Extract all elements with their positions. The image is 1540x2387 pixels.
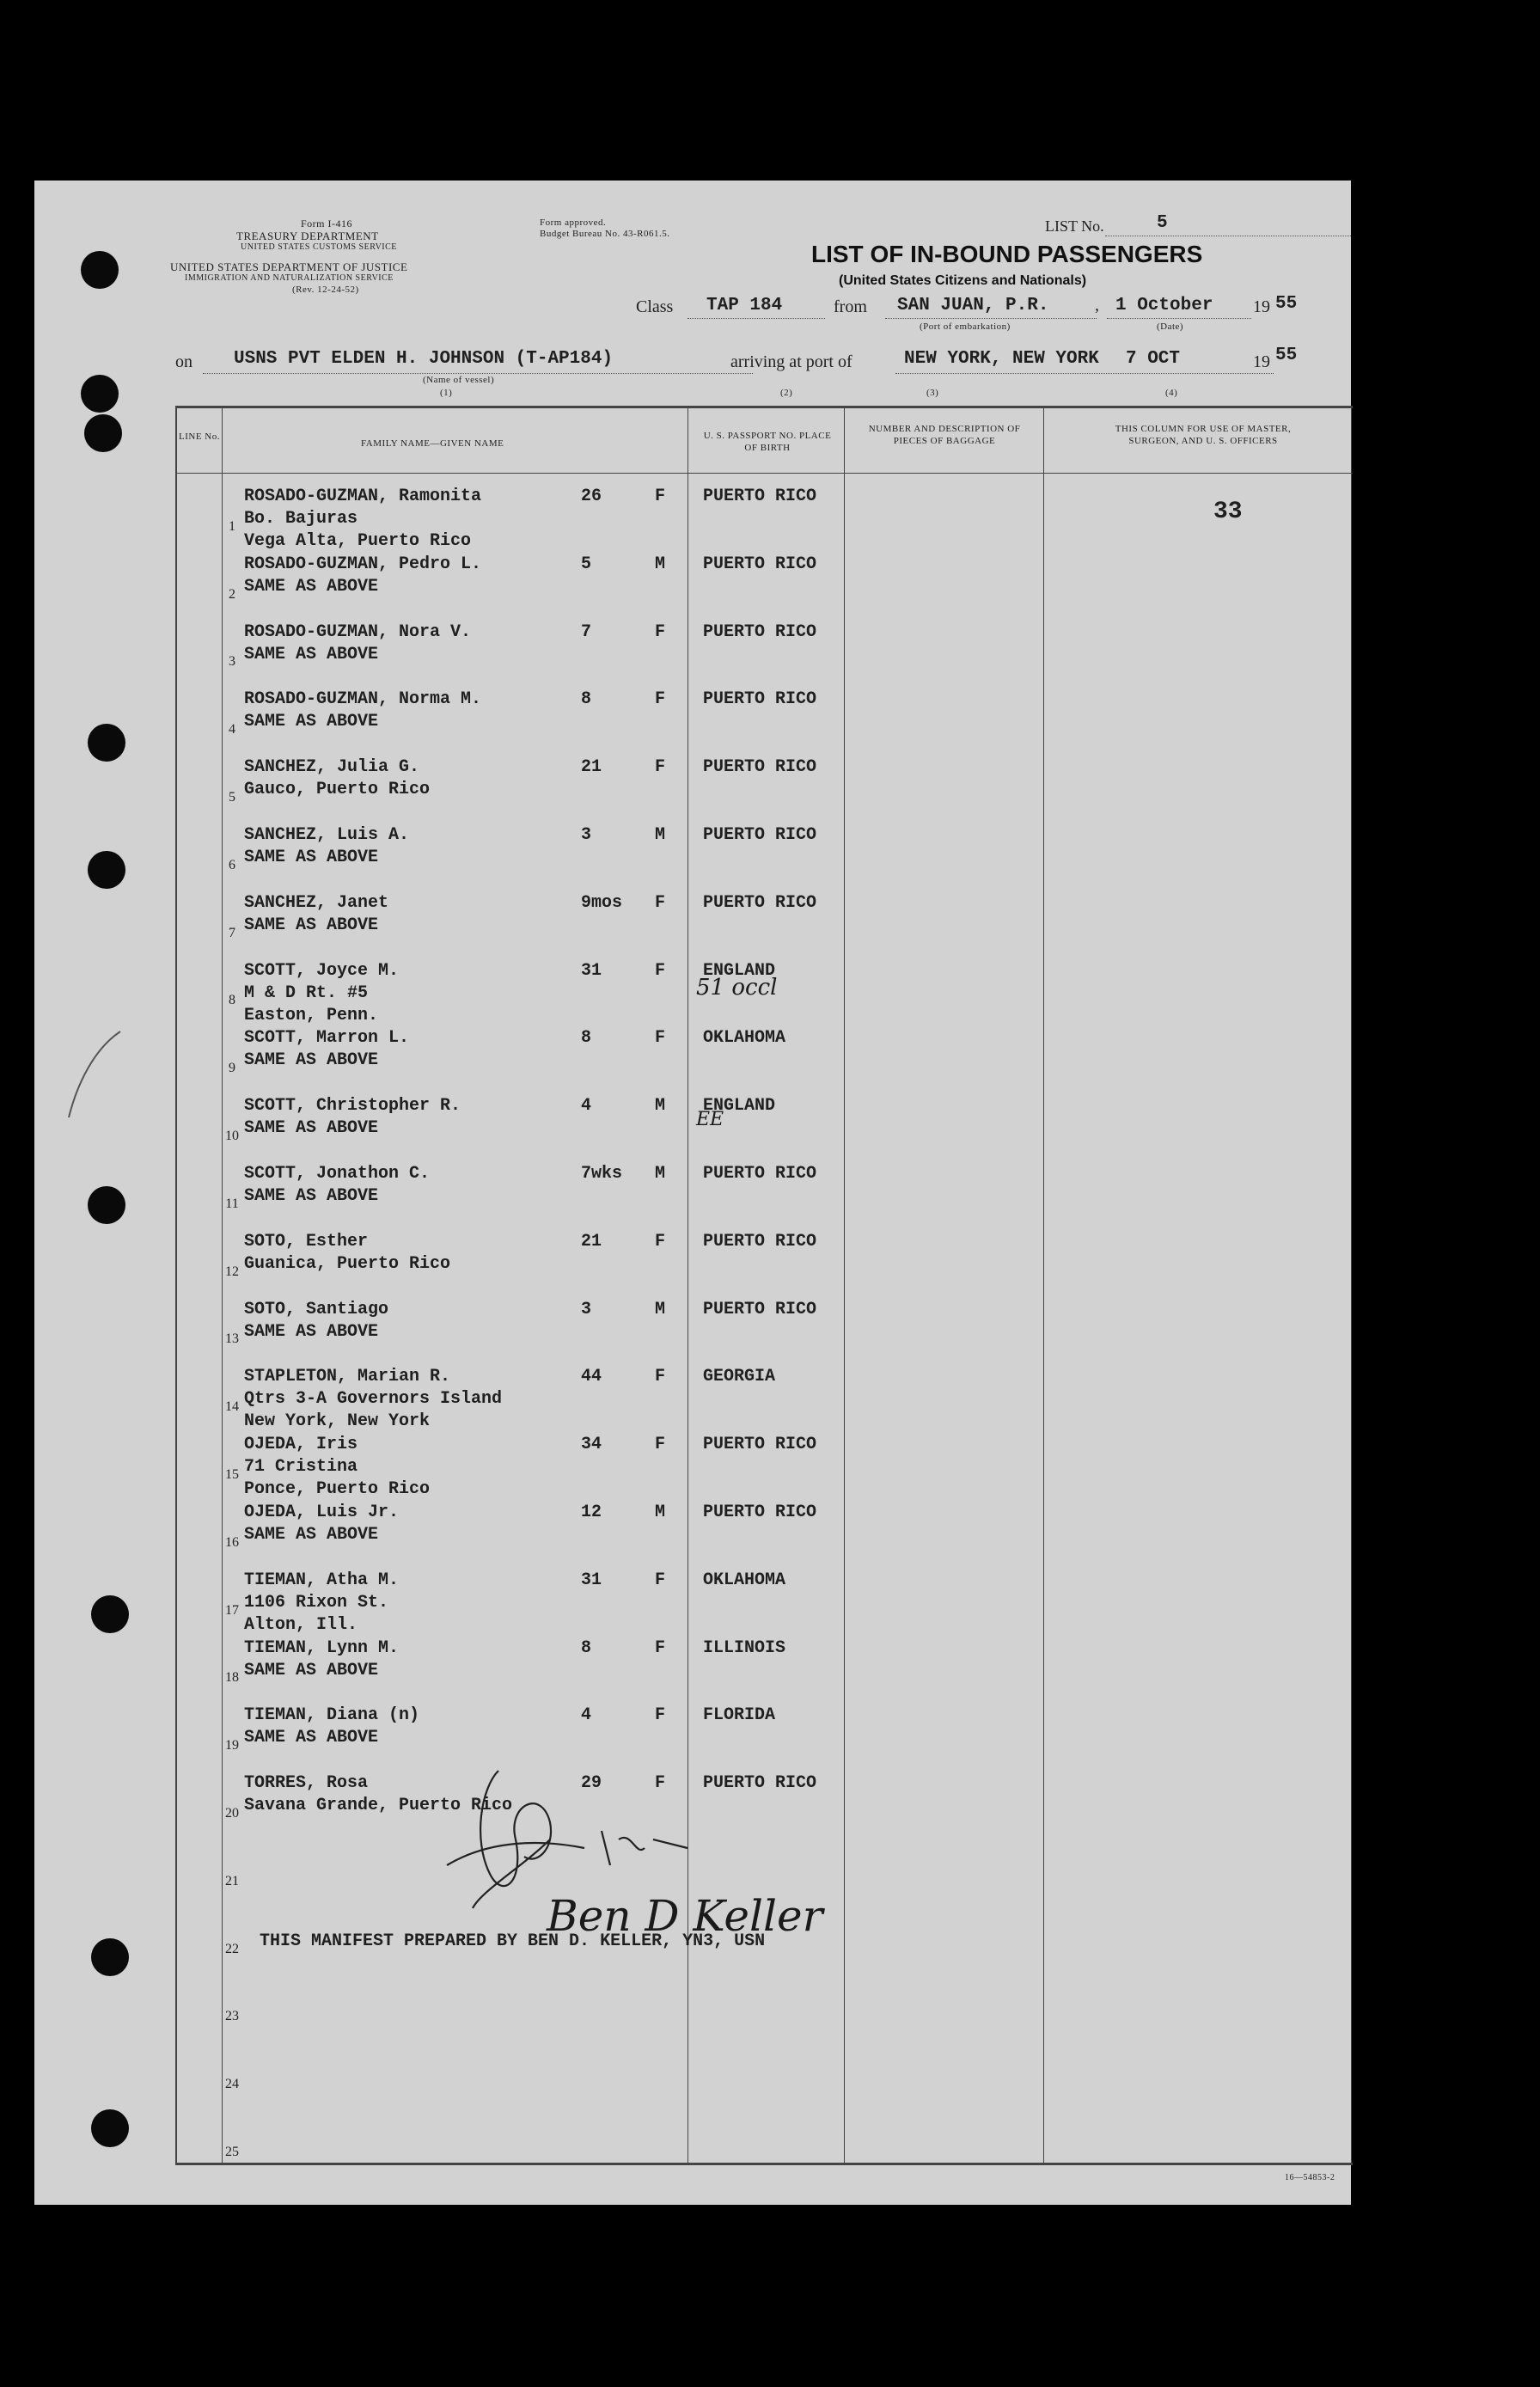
class-value: TAP 184 (706, 296, 783, 315)
passenger-age: 5 (581, 554, 592, 574)
passenger-name: TIEMAN, Atha M. (244, 1570, 400, 1590)
form-approved: Form approved. (540, 217, 607, 228)
line-number: 3 (229, 654, 235, 670)
place-of-birth: PUERTO RICO (703, 621, 817, 642)
handwritten-initials: EE (696, 1109, 724, 1130)
passenger-age: 21 (581, 757, 602, 778)
place-of-birth: PUERTO RICO (703, 892, 817, 913)
signature: Ben D Keller (547, 1891, 823, 1941)
line-number: 20 (225, 1806, 239, 1821)
line-number: 25 (225, 2145, 239, 2159)
line-number: 2 (229, 586, 235, 602)
passenger-age: 21 (581, 1231, 602, 1252)
passenger-address-line: SAME AS ABOVE (244, 1186, 379, 1206)
passenger-address-line: New York, New York (244, 1411, 431, 1432)
treasury-dept: TREASURY DEPARTMENT (236, 230, 379, 242)
line-number: 4 (229, 722, 235, 738)
list-no-label: LIST No. (1045, 217, 1104, 235)
customs-service: UNITED STATES CUSTOMS SERVICE (241, 242, 397, 252)
from-value: SAN JUAN, P.R. (897, 296, 1049, 315)
form-number: Form I-416 (301, 217, 352, 230)
line-number: 17 (225, 1602, 239, 1618)
manifest-sheet: Form I-416 TREASURY DEPARTMENT UNITED STATES CUSTOMS SERVICE UNITED STATES DEPARTMENT OF JUSTICE IMMIGRATION AND NATURALIZATION SERVICE (Rev. 12-24-52) Form approved. Budget Bureau No. 43-R061.5. LIST No. 5 LIST OF IN-BOUND PASSENGERS (United States Citizens and Nationals) Class TAP 184 from SAN JUAN, P.R. , 1 October 19 55 (Port of embarkation) (Date) on USNS PVT ELDEN H. JOHNSON (T-AP184) arriving at port of NEW YORK, NEW YORK 7 OCT 19 55 (Name of vessel) (1) (2) (3) (4) LINE No. FAMILY NAME—GIVEN NAME U. S. PASSPORT NO. PLACE OF BIRTH NUMBER AND DESCRIPTION OF PIECES OF BAGGAGE THIS COLUMN FOR USE OF MASTER, SURGEON, AND U. S. OFFICERS 1 2 3 4 5 6 7 8 9 10 11 12 13 14 15 16 17 18 19 20 21 22 23 24 25 ROSADO-GUZMAN, Ramonita Bo. Bajuras Vega Alta, Puerto Rico 26 F PUERTO RICO ROSADO-GUZMAN, Pedro L. SAME AS ABOVE 5 M PUERTO RICO ROSADO-GUZMAN, Nora V. SAME AS ABOVE 7 F PUERTO RICO ROSADO-GUZMAN, Norma M. SAME AS ABOVE 8 F PUERTO RICO SANCHEZ, Julia G. Gauco, Puerto Rico 21 F PUERTO RICO SANCHEZ, Luis A. SAME AS ABOVE 3 M PUERTO RICO SANCHEZ, Janet SAME AS ABOVE 9mos F PUERTO RICO SCOTT, Joyce M. M & D Rt. #5 Easton, Penn. 31 F ENGLAND SCOTT, Marron L. SAME AS ABOVE 8 F OKLAHOMA SCOTT, Christopher R. SAME AS ABOVE 4 M ENGLAND SCOTT, Jonathon C. SAME AS ABOVE 7wks M PUERTO RICO SOTO, Esther Guanica, Puerto Rico 21 F PUERTO RICO SOTO, Santiago SAME AS ABOVE 3 M PUERTO RICO STAPLETON, Marian R. Qtrs 3-A Governors Island New York, New York 44 F GEORGIA OJEDA, Iris 71 Cristina Ponce, Puerto Rico 34 F PUERTO RICO OJEDA, Luis Jr. SAME AS ABOVE 12 M PUERTO RICO TIEMAN, Atha M. 1106 Rixon St. Alton, Ill. 31 F OKLAHOMA TIEMAN, Lynn M. SAME AS ABOVE 8 F ILLINOIS TIEMAN, Diana (n) SAME AS ABOVE 4 F FLORIDA TORRES, Rosa Savana Grande, Puerto Rico 29 F PUERTO RICO 33 51 occl EE THIS MANIFEST PREPARED BY BEN D. KELLER, YN3, USN Ben D Keller 16—54853-2 (34, 181, 1351, 2205)
passenger-sex: F (655, 1435, 666, 1455)
caption-4: (4) (1165, 388, 1178, 398)
passenger-sex: F (655, 621, 666, 642)
passenger-age: 8 (581, 1028, 592, 1049)
passenger-name: SANCHEZ, Janet (244, 892, 389, 913)
passenger-age: 34 (581, 1435, 602, 1455)
passenger-address-line: Easton, Penn. (244, 1005, 379, 1025)
line-number: 1 (229, 518, 235, 534)
passenger-name: STAPLETON, Marian R. (244, 1367, 451, 1387)
line-number: 13 (225, 1331, 239, 1347)
passenger-sex: M (655, 825, 666, 845)
embark-caption: (Port of embarkation) (920, 321, 1011, 332)
passenger-name: SOTO, Esther (244, 1231, 369, 1252)
passenger-age: 26 (581, 487, 602, 506)
line-number: 12 (225, 1264, 239, 1279)
date-caption: (Date) (1157, 321, 1184, 332)
passenger-address-line: Guanica, Puerto Rico (244, 1253, 451, 1274)
passenger-sex: F (655, 1705, 666, 1726)
line-number: 24 (225, 2077, 239, 2092)
line-number: 19 (225, 1738, 239, 1754)
passenger-address-line: SAME AS ABOVE (244, 1321, 379, 1342)
passenger-name: SCOTT, Jonathon C. (244, 1164, 431, 1184)
passenger-sex: F (655, 1231, 666, 1252)
passenger-address-line: Ponce, Puerto Rico (244, 1479, 431, 1500)
passenger-sex: F (655, 487, 666, 506)
caption-2: (2) (780, 388, 793, 398)
arrival-port: NEW YORK, NEW YORK (904, 349, 1099, 369)
margin-check-mark (26, 1014, 146, 1135)
on-label: on (175, 352, 192, 371)
revision: (Rev. 12-24-52) (292, 285, 359, 295)
punch-hole (88, 724, 125, 762)
line-number: 8 (229, 993, 235, 1008)
place-of-birth: FLORIDA (703, 1705, 776, 1726)
line-number: 9 (229, 1061, 235, 1076)
passenger-age: 9mos (581, 892, 623, 913)
line-number: 6 (229, 857, 235, 872)
passenger-sex: M (655, 1299, 666, 1319)
place-of-birth: PUERTO RICO (703, 825, 817, 845)
line-number: 16 (225, 1534, 239, 1550)
place-of-birth: ILLINOIS (703, 1637, 786, 1658)
punch-hole (81, 375, 119, 413)
col-header-passport: U. S. PASSPORT NO. PLACE OF BIRTH (703, 431, 832, 453)
place-of-birth: OKLAHOMA (703, 1028, 786, 1049)
passenger-address-line: Gauco, Puerto Rico (244, 780, 431, 800)
budget-bureau: Budget Bureau No. 43-R061.5. (540, 229, 670, 239)
passenger-name: SCOTT, Marron L. (244, 1028, 410, 1049)
passenger-age: 8 (581, 1637, 592, 1658)
passenger-name: TIEMAN, Lynn M. (244, 1637, 400, 1658)
line-number: 11 (225, 1196, 239, 1211)
passenger-age: 3 (581, 825, 592, 845)
passenger-address-line: SAME AS ABOVE (244, 1728, 379, 1748)
line-number: 10 (225, 1129, 239, 1143)
punch-hole (88, 1186, 125, 1224)
place-of-birth: PUERTO RICO (703, 1164, 817, 1184)
passenger-address-line: SAME AS ABOVE (244, 1050, 379, 1071)
handwritten-note: 51 occl (696, 975, 778, 1001)
passenger-age: 7 (581, 621, 592, 642)
arriving-label: arriving at port of (730, 352, 852, 371)
line-number: 21 (225, 1873, 239, 1888)
place-of-birth: PUERTO RICO (703, 1231, 817, 1252)
caption-3: (3) (926, 388, 939, 398)
passenger-address-line: Savana Grande, Puerto Rico (244, 1796, 513, 1816)
passenger-name: TORRES, Rosa (244, 1773, 369, 1794)
line-number: 23 (225, 2009, 239, 2024)
passenger-name: SCOTT, Christopher R. (244, 1096, 461, 1117)
punch-hole (91, 1595, 129, 1633)
col-header-baggage: NUMBER AND DESCRIPTION OF PIECES OF BAGGAGE (868, 424, 1021, 446)
passenger-address-line: Bo. Bajuras (244, 509, 358, 529)
line-number: 5 (229, 790, 235, 805)
passenger-age: 4 (581, 1096, 592, 1117)
passenger-sex: F (655, 1028, 666, 1049)
passenger-sex: M (655, 1096, 666, 1117)
arrival-year: 55 (1275, 346, 1298, 365)
from-label: from (834, 297, 867, 316)
passenger-sex: F (655, 960, 666, 981)
passenger-name: ROSADO-GUZMAN, Ramonita (244, 487, 482, 506)
place-of-birth: PUERTO RICO (703, 1435, 817, 1455)
passenger-name: OJEDA, Luis Jr. (244, 1503, 400, 1522)
col-header-name: FAMILY NAME—GIVEN NAME (361, 438, 504, 449)
passenger-address-line: SAME AS ABOVE (244, 915, 379, 935)
document-subtitle: (United States Citizens and Nationals) (839, 273, 1087, 288)
passenger-age: 31 (581, 960, 602, 981)
footer-code: 16—54853-2 (1285, 2173, 1335, 2182)
list-no-value: 5 (1157, 213, 1168, 233)
passenger-age: 44 (581, 1367, 602, 1387)
place-of-birth: PUERTO RICO (703, 1503, 817, 1522)
passenger-name: SCOTT, Joyce M. (244, 960, 400, 981)
place-of-birth: PUERTO RICO (703, 554, 817, 574)
passenger-sex: F (655, 689, 666, 710)
col-header-officers: THIS COLUMN FOR USE OF MASTER, SURGEON, AND U. S. OFFICERS (1115, 424, 1292, 446)
place-of-birth: ENGLAND (703, 960, 776, 981)
col-header-line: LINE No. (179, 431, 220, 442)
place-of-birth: OKLAHOMA (703, 1570, 786, 1590)
passenger-address-line: M & D Rt. #5 (244, 982, 369, 1003)
passenger-address-line: SAME AS ABOVE (244, 1118, 379, 1139)
passenger-name: SANCHEZ, Julia G. (244, 757, 420, 778)
passenger-sex: F (655, 1773, 666, 1794)
immigration-service: IMMIGRATION AND NATURALIZATION SERVICE (185, 273, 394, 283)
arrival-date: 7 OCT (1126, 349, 1181, 369)
caption-1: (1) (440, 388, 453, 398)
passenger-sex: F (655, 1570, 666, 1590)
scribble-signature (395, 1736, 739, 1934)
passenger-address-line: SAME AS ABOVE (244, 712, 379, 732)
departure-date: 1 October (1115, 296, 1213, 315)
passenger-sex: F (655, 1637, 666, 1658)
passenger-name: OJEDA, Iris (244, 1435, 358, 1455)
passenger-age: 3 (581, 1299, 592, 1319)
passenger-address-line: SAME AS ABOVE (244, 848, 379, 867)
place-of-birth: PUERTO RICO (703, 757, 817, 778)
passenger-address-line: Vega Alta, Puerto Rico (244, 531, 472, 551)
passenger-address-line: SAME AS ABOVE (244, 1525, 379, 1545)
passenger-name: SOTO, Santiago (244, 1299, 389, 1319)
year-prefix: 19 (1253, 297, 1270, 316)
passenger-age: 31 (581, 1570, 602, 1590)
place-of-birth: PUERTO RICO (703, 1299, 817, 1319)
class-label: Class (636, 297, 674, 316)
passenger-name: ROSADO-GUZMAN, Pedro L. (244, 554, 482, 574)
punch-hole (81, 251, 119, 289)
line-number: 18 (225, 1670, 239, 1686)
passenger-name: ROSADO-GUZMAN, Norma M. (244, 689, 482, 710)
passenger-sex: F (655, 1367, 666, 1387)
justice-dept: UNITED STATES DEPARTMENT OF JUSTICE (170, 260, 408, 273)
place-of-birth: ENGLAND (703, 1096, 776, 1117)
passenger-sex: M (655, 1503, 666, 1522)
passenger-name: SANCHEZ, Luis A. (244, 825, 410, 845)
punch-hole (88, 851, 125, 889)
passenger-sex: M (655, 1164, 666, 1184)
punch-hole (91, 1938, 129, 1976)
place-of-birth: GEORGIA (703, 1367, 776, 1387)
officer-count: 33 (1213, 499, 1243, 525)
passenger-name: TIEMAN, Diana (n) (244, 1705, 420, 1726)
place-of-birth: PUERTO RICO (703, 689, 817, 710)
passenger-address-line: SAME AS ABOVE (244, 576, 379, 597)
line-number: 7 (229, 925, 235, 940)
punch-hole (91, 2109, 129, 2147)
passenger-sex: M (655, 554, 666, 574)
passenger-name: ROSADO-GUZMAN, Nora V. (244, 621, 472, 642)
departure-year: 55 (1275, 294, 1298, 314)
line-number: 22 (225, 1941, 239, 1956)
passenger-age: 12 (581, 1503, 602, 1522)
passenger-sex: F (655, 892, 666, 913)
passenger-sex: F (655, 757, 666, 778)
passenger-age: 29 (581, 1773, 602, 1794)
passenger-address-line: SAME AS ABOVE (244, 1660, 379, 1680)
line-number: 15 (225, 1467, 239, 1482)
passenger-address-line: 71 Cristina (244, 1457, 358, 1478)
passenger-address-line: Qtrs 3-A Governors Island (244, 1389, 503, 1410)
vessel-name: USNS PVT ELDEN H. JOHNSON (T-AP184) (234, 349, 614, 369)
line-number: 14 (225, 1399, 239, 1415)
punch-hole (84, 414, 122, 452)
passenger-age: 7wks (581, 1164, 623, 1184)
vessel-caption: (Name of vessel) (423, 375, 495, 385)
passenger-age: 4 (581, 1705, 592, 1726)
prepared-by-statement: THIS MANIFEST PREPARED BY BEN D. KELLER, YN3, USN (260, 1931, 766, 1951)
passenger-address-line: Alton, Ill. (244, 1614, 358, 1635)
place-of-birth: PUERTO RICO (703, 1773, 817, 1794)
document-title: LIST OF IN-BOUND PASSENGERS (811, 241, 1203, 267)
passenger-age: 8 (581, 689, 592, 710)
place-of-birth: PUERTO RICO (703, 487, 817, 506)
passenger-address-line: SAME AS ABOVE (244, 644, 379, 664)
passenger-address-line: 1106 Rixon St. (244, 1592, 389, 1613)
